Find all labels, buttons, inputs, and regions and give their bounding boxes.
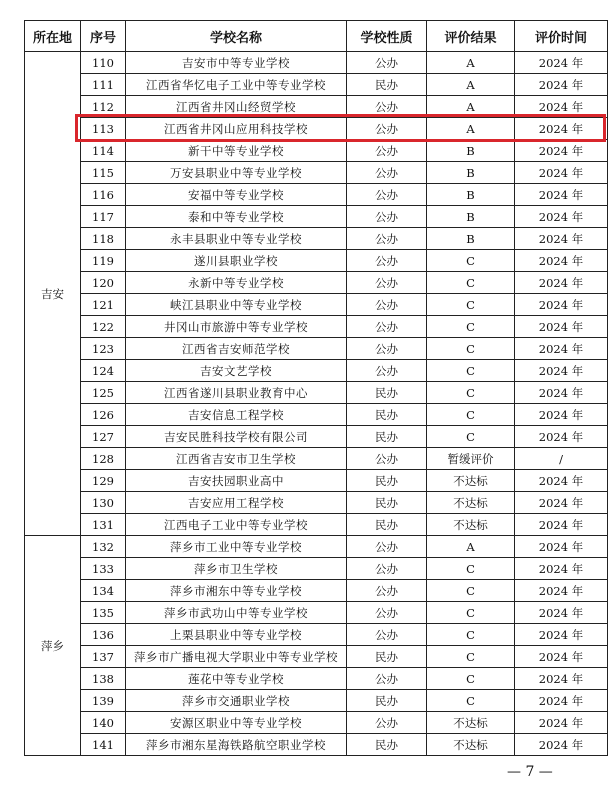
school-cell: 吉安文艺学校 [126, 360, 347, 382]
type-cell: 公办 [347, 558, 427, 580]
table-row [25, 580, 608, 602]
school-cell: 江西省遂川县职业教育中心 [126, 382, 347, 404]
no-cell: 137 [81, 646, 126, 668]
time-cell: 2024 年 [515, 250, 608, 272]
table-row [25, 74, 608, 96]
result-cell: C [427, 690, 515, 712]
type-cell: 公办 [347, 206, 427, 228]
result-cell: C [427, 580, 515, 602]
type-cell: 公办 [347, 536, 427, 558]
type-cell: 公办 [347, 360, 427, 382]
time-cell: / [515, 448, 608, 470]
school-cell: 泰和中等专业学校 [126, 206, 347, 228]
no-cell: 117 [81, 206, 126, 228]
no-cell: 129 [81, 470, 126, 492]
result-cell: C [427, 316, 515, 338]
header-type: 学校性质 [347, 21, 427, 52]
result-cell: 不达标 [427, 712, 515, 734]
header-no: 序号 [81, 21, 126, 52]
result-cell: C [427, 294, 515, 316]
time-cell: 2024 年 [515, 228, 608, 250]
result-cell: B [427, 228, 515, 250]
type-cell: 公办 [347, 448, 427, 470]
no-cell: 130 [81, 492, 126, 514]
school-cell: 吉安信息工程学校 [126, 404, 347, 426]
time-cell: 2024 年 [515, 96, 608, 118]
school-cell: 江西省吉安市卫生学校 [126, 448, 347, 470]
table-row [25, 470, 608, 492]
result-cell: C [427, 272, 515, 294]
time-cell: 2024 年 [515, 624, 608, 646]
school-evaluation-table [24, 20, 608, 756]
school-cell: 峡江县职业中等专业学校 [126, 294, 347, 316]
no-cell: 141 [81, 734, 126, 756]
type-cell: 公办 [347, 162, 427, 184]
no-cell: 115 [81, 162, 126, 184]
type-cell: 民办 [347, 404, 427, 426]
time-cell: 2024 年 [515, 492, 608, 514]
result-cell: C [427, 646, 515, 668]
no-cell: 131 [81, 514, 126, 536]
school-cell: 江西省吉安师范学校 [126, 338, 347, 360]
school-cell: 江西电子工业中等专业学校 [126, 514, 347, 536]
table-row [25, 338, 608, 360]
no-cell: 139 [81, 690, 126, 712]
table-row [25, 360, 608, 382]
no-cell: 140 [81, 712, 126, 734]
result-cell: C [427, 404, 515, 426]
result-cell: A [427, 118, 515, 140]
time-cell: 2024 年 [515, 74, 608, 96]
table-row [25, 536, 608, 558]
time-cell: 2024 年 [515, 690, 608, 712]
school-cell: 萍乡市湘东中等专业学校 [126, 580, 347, 602]
type-cell: 公办 [347, 602, 427, 624]
type-cell: 民办 [347, 426, 427, 448]
result-cell: B [427, 206, 515, 228]
header-row [25, 21, 608, 52]
table-row [25, 382, 608, 404]
result-cell: 不达标 [427, 734, 515, 756]
table-row [25, 492, 608, 514]
type-cell: 公办 [347, 316, 427, 338]
table-row [25, 734, 608, 756]
no-cell: 138 [81, 668, 126, 690]
time-cell: 2024 年 [515, 602, 608, 624]
school-cell: 永新中等专业学校 [126, 272, 347, 294]
type-cell: 公办 [347, 250, 427, 272]
no-cell: 114 [81, 140, 126, 162]
time-cell: 2024 年 [515, 294, 608, 316]
time-cell: 2024 年 [515, 712, 608, 734]
type-cell: 民办 [347, 74, 427, 96]
type-cell: 公办 [347, 52, 427, 74]
result-cell: 暂缓评价 [427, 448, 515, 470]
region-cell: 吉安 [25, 52, 81, 536]
no-cell: 120 [81, 272, 126, 294]
table-row [25, 558, 608, 580]
school-cell: 万安县职业中等专业学校 [126, 162, 347, 184]
type-cell: 民办 [347, 734, 427, 756]
type-cell: 公办 [347, 140, 427, 162]
school-cell: 萍乡市交通职业学校 [126, 690, 347, 712]
result-cell: B [427, 140, 515, 162]
time-cell: 2024 年 [515, 668, 608, 690]
type-cell: 公办 [347, 96, 427, 118]
school-cell: 遂川县职业学校 [126, 250, 347, 272]
no-cell: 136 [81, 624, 126, 646]
time-cell: 2024 年 [515, 206, 608, 228]
table-row [25, 646, 608, 668]
time-cell: 2024 年 [515, 646, 608, 668]
time-cell: 2024 年 [515, 118, 608, 140]
type-cell: 民办 [347, 690, 427, 712]
result-cell: C [427, 668, 515, 690]
no-cell: 112 [81, 96, 126, 118]
header-result: 评价结果 [427, 21, 515, 52]
school-cell: 萍乡市卫生学校 [126, 558, 347, 580]
header-school: 学校名称 [126, 21, 347, 52]
time-cell: 2024 年 [515, 470, 608, 492]
type-cell: 民办 [347, 514, 427, 536]
type-cell: 民办 [347, 382, 427, 404]
school-cell: 新干中等专业学校 [126, 140, 347, 162]
page-number: — 7 — [507, 764, 553, 780]
time-cell: 2024 年 [515, 404, 608, 426]
no-cell: 116 [81, 184, 126, 206]
table-row [25, 228, 608, 250]
time-cell: 2024 年 [515, 734, 608, 756]
school-cell: 江西省华忆电子工业中等专业学校 [126, 74, 347, 96]
result-cell: A [427, 52, 515, 74]
no-cell: 118 [81, 228, 126, 250]
result-cell: 不达标 [427, 470, 515, 492]
school-cell: 萍乡市广播电视大学职业中等专业学校 [126, 646, 347, 668]
result-cell: C [427, 624, 515, 646]
no-cell: 128 [81, 448, 126, 470]
table-row [25, 602, 608, 624]
school-cell: 吉安市中等专业学校 [126, 52, 347, 74]
table-row [25, 712, 608, 734]
result-cell: C [427, 382, 515, 404]
table-row [25, 514, 608, 536]
school-cell: 安源区职业中等专业学校 [126, 712, 347, 734]
school-cell: 萍乡市武功山中等专业学校 [126, 602, 347, 624]
table-row [25, 272, 608, 294]
table-row [25, 140, 608, 162]
time-cell: 2024 年 [515, 272, 608, 294]
type-cell: 公办 [347, 624, 427, 646]
school-cell: 上栗县职业中等专业学校 [126, 624, 347, 646]
result-cell: 不达标 [427, 514, 515, 536]
table-row [25, 690, 608, 712]
no-cell: 134 [81, 580, 126, 602]
school-cell: 吉安民胜科技学校有限公司 [126, 426, 347, 448]
table-row [25, 96, 608, 118]
no-cell: 111 [81, 74, 126, 96]
type-cell: 公办 [347, 184, 427, 206]
table-row [25, 294, 608, 316]
time-cell: 2024 年 [515, 316, 608, 338]
no-cell: 119 [81, 250, 126, 272]
time-cell: 2024 年 [515, 162, 608, 184]
school-cell: 井冈山市旅游中等专业学校 [126, 316, 347, 338]
school-cell: 吉安扶园职业高中 [126, 470, 347, 492]
time-cell: 2024 年 [515, 536, 608, 558]
result-cell: A [427, 536, 515, 558]
result-cell: B [427, 162, 515, 184]
type-cell: 民办 [347, 492, 427, 514]
school-cell: 莲花中等专业学校 [126, 668, 347, 690]
header-time: 评价时间 [515, 21, 608, 52]
type-cell: 民办 [347, 646, 427, 668]
school-cell: 江西省井冈山应用科技学校 [126, 118, 347, 140]
result-cell: 不达标 [427, 492, 515, 514]
time-cell: 2024 年 [515, 140, 608, 162]
result-cell: A [427, 96, 515, 118]
type-cell: 公办 [347, 228, 427, 250]
time-cell: 2024 年 [515, 426, 608, 448]
table-row [25, 162, 608, 184]
no-cell: 133 [81, 558, 126, 580]
school-cell: 萍乡市湘东星海铁路航空职业学校 [126, 734, 347, 756]
no-cell: 123 [81, 338, 126, 360]
no-cell: 113 [81, 118, 126, 140]
no-cell: 124 [81, 360, 126, 382]
no-cell: 125 [81, 382, 126, 404]
table-row [25, 184, 608, 206]
time-cell: 2024 年 [515, 580, 608, 602]
no-cell: 126 [81, 404, 126, 426]
result-cell: C [427, 426, 515, 448]
result-cell: C [427, 360, 515, 382]
result-cell: A [427, 74, 515, 96]
type-cell: 公办 [347, 668, 427, 690]
time-cell: 2024 年 [515, 558, 608, 580]
time-cell: 2024 年 [515, 52, 608, 74]
time-cell: 2024 年 [515, 184, 608, 206]
no-cell: 132 [81, 536, 126, 558]
school-cell: 江西省井冈山经贸学校 [126, 96, 347, 118]
school-cell: 安福中等专业学校 [126, 184, 347, 206]
type-cell: 民办 [347, 470, 427, 492]
result-cell: B [427, 184, 515, 206]
table-row [25, 426, 608, 448]
table-row [25, 52, 608, 74]
type-cell: 公办 [347, 294, 427, 316]
table-row [25, 250, 608, 272]
table-row [25, 316, 608, 338]
region-cell: 萍乡 [25, 536, 81, 756]
no-cell: 122 [81, 316, 126, 338]
result-cell: C [427, 558, 515, 580]
table-row [25, 668, 608, 690]
result-cell: C [427, 338, 515, 360]
type-cell: 公办 [347, 580, 427, 602]
time-cell: 2024 年 [515, 360, 608, 382]
type-cell: 公办 [347, 118, 427, 140]
result-cell: C [427, 250, 515, 272]
table-row [25, 206, 608, 228]
time-cell: 2024 年 [515, 382, 608, 404]
type-cell: 公办 [347, 712, 427, 734]
school-cell: 萍乡市工业中等专业学校 [126, 536, 347, 558]
header-region: 所在地 [25, 21, 81, 52]
table-row [25, 448, 608, 470]
time-cell: 2024 年 [515, 514, 608, 536]
table-body [25, 52, 608, 756]
table-row [25, 624, 608, 646]
time-cell: 2024 年 [515, 338, 608, 360]
school-cell: 吉安应用工程学校 [126, 492, 347, 514]
table-row [25, 404, 608, 426]
type-cell: 公办 [347, 338, 427, 360]
type-cell: 公办 [347, 272, 427, 294]
no-cell: 121 [81, 294, 126, 316]
no-cell: 127 [81, 426, 126, 448]
no-cell: 135 [81, 602, 126, 624]
table-row [25, 118, 608, 140]
school-cell: 永丰县职业中等专业学校 [126, 228, 347, 250]
no-cell: 110 [81, 52, 126, 74]
result-cell: C [427, 602, 515, 624]
